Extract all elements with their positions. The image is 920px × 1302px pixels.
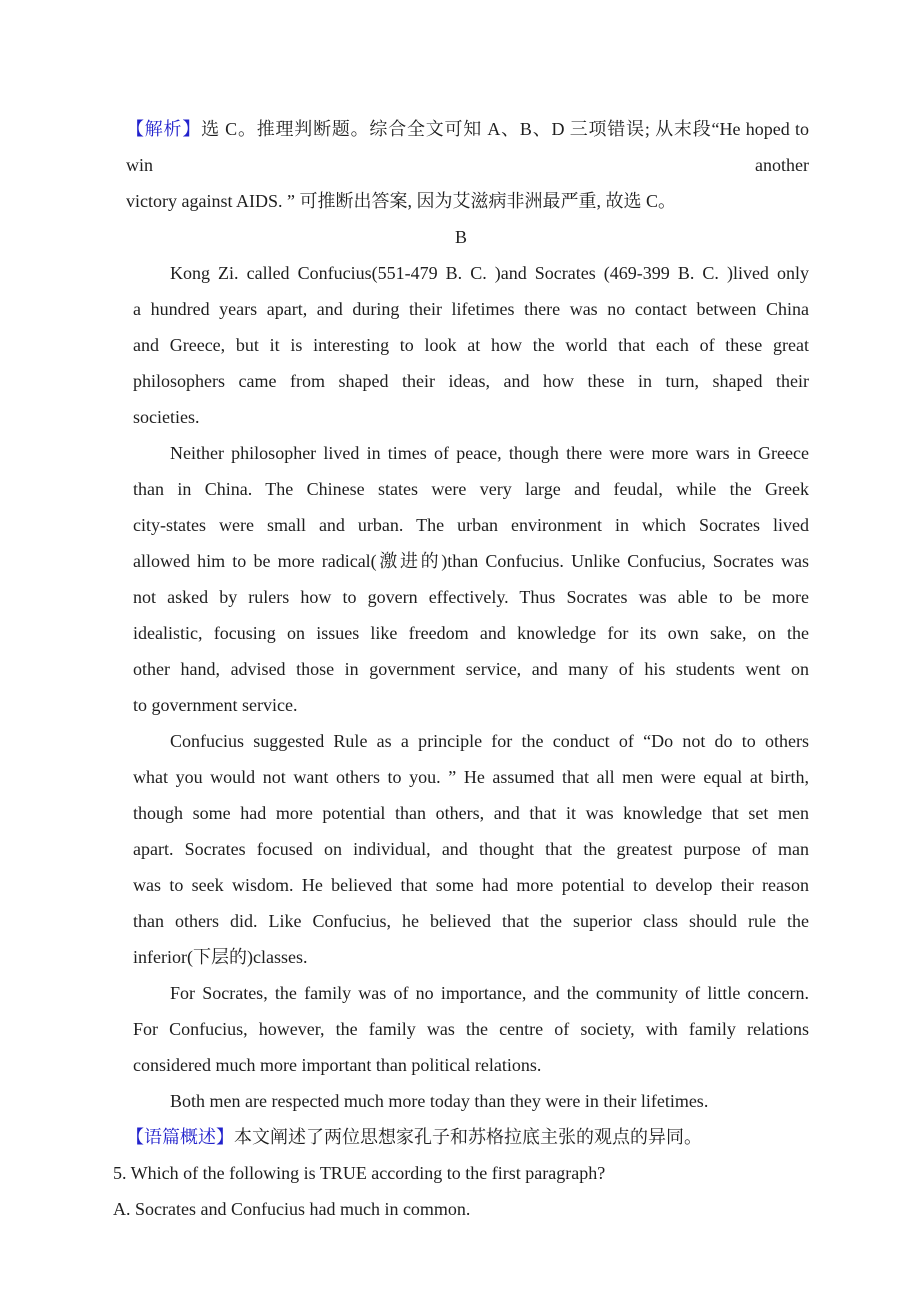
reading-test-page <box>113 111 809 1227</box>
text-line: what you would not want others to you. ” He assumed that all men were equal at birth, <box>133 767 809 787</box>
text-line: For Confucius, however, the family was the centre of society, with family relations <box>133 1019 809 1039</box>
text-line: idealistic, focusing on issues like freedom and knowledge for its own sake, on the <box>133 623 809 643</box>
text-line: a hundred years apart, and during their lifetimes there was no contact between China <box>133 299 809 319</box>
overview-text: 本文阐述了两位思想家孔子和苏格拉底主张的观点的异同。 <box>234 1127 702 1147</box>
text-line: Neither philosopher lived in times of peace, though there were more wars in Greece <box>170 443 809 463</box>
text-line: and Greece, but it is interesting to look at how the world that each of these great <box>133 335 809 355</box>
passage-paragraph-2 <box>113 435 809 723</box>
text-line: Both men are respected much more today than they were in their lifetimes. <box>170 1091 709 1111</box>
text-line: Confucius suggested Rule as a principle for the conduct of “Do not do to others <box>170 731 809 751</box>
text-line: For Socrates, the family was of no importance, and the community of little concern. <box>170 983 809 1003</box>
text-line: considered much more important than political relations. <box>133 1055 542 1075</box>
passage-paragraph-1 <box>113 255 809 435</box>
passage-paragraph-3 <box>113 723 809 975</box>
text-line: than others did. Like Confucius, he believed that the superior class should rule the <box>133 911 809 931</box>
passage-paragraph-5 <box>113 1083 809 1119</box>
text-line: not asked by rulers how to govern effectively. Thus Socrates was able to be more <box>133 587 809 607</box>
text-line: was to seek wisdom. He believed that some had more potential to develop their reason <box>133 875 809 895</box>
text-line: societies. <box>133 407 200 427</box>
text-line: victory against AIDS. ” 可推断出答案, 因为艾滋病非洲最严重, 故选 C。 <box>126 191 676 211</box>
text-line <box>126 1119 809 1155</box>
text-line: though some had more potential than others, and that it was knowledge that set men <box>133 803 809 823</box>
question-5-stem: 5. Which of the following is TRUE according to the first paragraph? <box>113 1163 606 1183</box>
text-line: other hand, advised those in government service, and many of his students went on <box>133 659 809 679</box>
text-line: than in China. The Chinese states were very large and feudal, while the Greek <box>133 479 809 499</box>
text-line: allowed him to be more radical(激进的)than Confucius. Unlike Confucius, Socrates was <box>133 551 809 571</box>
text-line: Kong Zi. called Confucius(551-479 B. C. )and Socrates (469-399 B. C. )lived only <box>170 263 809 283</box>
analysis-block <box>113 111 809 219</box>
passage-section-title: B <box>454 227 467 247</box>
text-line: philosophers came from shaped their ideas, and how these in turn, shaped their <box>133 371 809 391</box>
overview-block <box>113 1119 809 1155</box>
analysis-text: 选 C。推理判断题。综合全文可知 A、B、D 三项错误; 从末段“He hoped to win another <box>126 119 810 175</box>
question-5-block <box>113 1155 809 1227</box>
text-line: city-states were small and urban. The urban environment in which Socrates lived <box>133 515 809 535</box>
text-line: apart. Socrates focused on individual, and thought that the greatest purpose of man <box>133 839 809 859</box>
text-line: inferior(下层的)classes. <box>133 947 308 967</box>
text-line <box>126 111 809 183</box>
analysis-tag-label: 【解析】 <box>126 119 202 139</box>
question-5-option-a: A. Socrates and Confucius had much in common. <box>113 1199 471 1219</box>
overview-tag-label: 【语篇概述】 <box>126 1127 234 1147</box>
passage-paragraph-4 <box>113 975 809 1083</box>
text-line: to government service. <box>133 695 298 715</box>
